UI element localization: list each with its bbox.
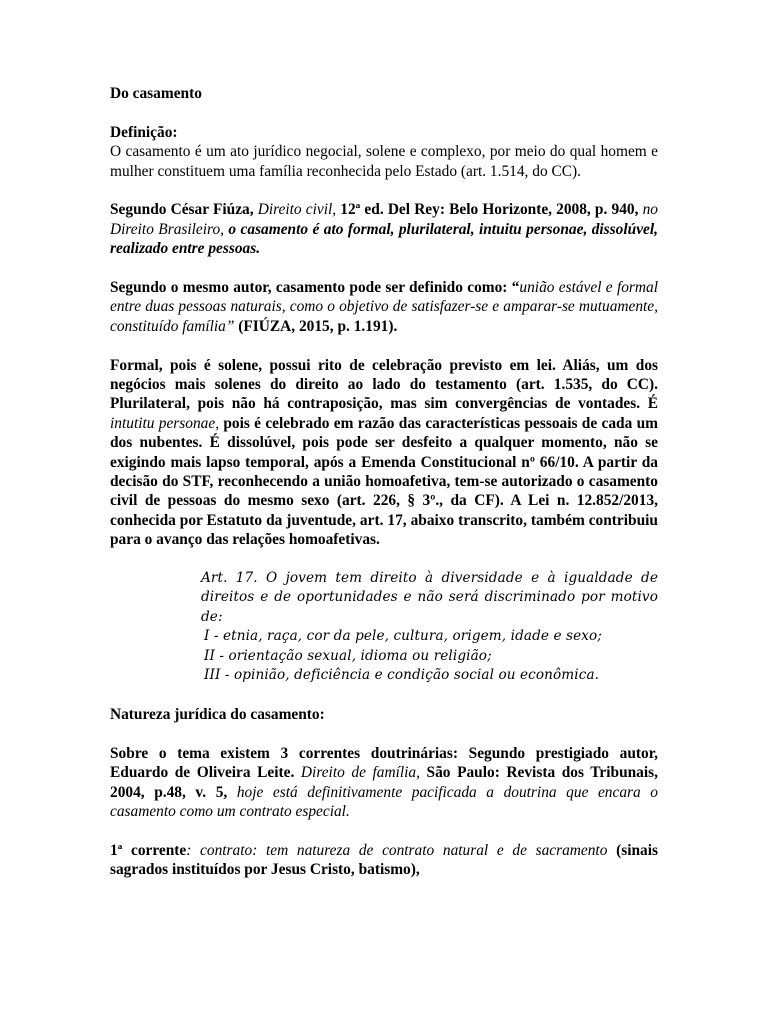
correntes-publisher: São Paulo: Revista dos Tribunais, 2004, p.48, v. 5,	[110, 764, 658, 801]
correntes-book: Direito de família,	[300, 764, 420, 782]
primeira-label: 1ª corrente	[110, 841, 187, 859]
definition-cite: (FIÚZA, 2015, p. 1.191).	[234, 317, 398, 335]
primeira-rest: (sinais sagrados instituídos por Jesus Cristo, batismo),	[110, 841, 658, 879]
fiuza-context: no Direito Brasileiro,	[110, 201, 658, 238]
article-item: III - opinião, deficiência e condição social ou econômica.	[204, 667, 600, 684]
formal-part-1: Formal, pois é solene, possui rito de celebração previsto em lei. Aliás, um dos negócios mais solenes do direito ao lado do testamento (art. 1.535, do CC). Plurilateral, pois não há contraposição, mas sim convergências de vontades. É	[110, 356, 658, 413]
spacer	[110, 724, 658, 743]
formal-part-2: pois é celebrado em razão das características pessoais de cada um dos nubentes. É dissolúvel, pois pode ser desfeito a qualquer momento, não se exigindo mais lapso temporal, após a Emenda Constitucional nº 66/10. A partir da decisão do STF, reconhecendo a união homoafetiva, tem-se autorizado o casamento civil de pessoas do mesmo sexo (art. 226, § 3º., da CF). A Lei n. 12.852/2013, conhecida por Estatuto da juventude, art. 17, abaixo transcrito, também contribuiu para o avanço das relações homoafetivas.	[110, 414, 658, 549]
spacer	[110, 821, 658, 840]
formal-paragraph	[110, 356, 658, 550]
definition-lead: Segundo o mesmo autor, casamento pode ser definido como: “	[110, 279, 520, 297]
primeira-desc: : contrato: tem natureza de contrato natural e de sacramento	[186, 841, 608, 859]
document-heading: Do casamento	[110, 85, 202, 102]
natureza-title: Natureza jurídica do casamento:	[110, 705, 325, 723]
fiuza-edition: 12ª ed. Del Rey: Belo Horizonte, 2008, p. 940,	[336, 201, 643, 219]
definicao-title: Definição:	[110, 123, 178, 141]
article-caput: Art. 17. O jovem tem direito à diversidade e à igualdade de direitos e de oportunidades e não será discriminado por motivo de:	[201, 570, 658, 625]
spacer	[110, 259, 658, 278]
spacer	[110, 181, 658, 200]
definition-quote-paragraph	[110, 278, 658, 336]
correntes-paragraph	[110, 744, 658, 822]
spacer	[110, 550, 658, 569]
spacer	[110, 686, 658, 705]
article-item: II - orientação sexual, idioma ou religião;	[204, 647, 492, 664]
correntes-conclusion: hoje está definitivamente pacificada a doutrina que encara o casamento como um contrato especial.	[110, 783, 658, 820]
primeira-corrente-paragraph	[110, 841, 658, 880]
fiuza-lead: Segundo César Fiúza,	[110, 201, 258, 219]
article-item: I - etnia, raça, cor da pele, cultura, origem, idade e sexo;	[204, 628, 602, 645]
fiuza-emphasis: o casamento é ato formal, plurilateral, intuitu personae, dissolúvel, realizado entre pessoas.	[110, 220, 658, 258]
definition-quote: união estável e formal entre duas pessoas naturais, como o objetivo de satisfazer-se e amparar-se mutuamente, constituído família”	[110, 279, 658, 335]
formal-term: intutitu personae,	[110, 414, 220, 432]
document-page	[110, 84, 658, 880]
spacer	[110, 103, 658, 122]
spacer	[110, 336, 658, 355]
correntes-author: Segundo prestigiado autor, Eduardo de Oliveira Leite.	[110, 744, 658, 782]
fiuza-book-title: Direito civil,	[257, 201, 337, 219]
fiuza-paragraph	[110, 200, 658, 258]
definicao-paragraph: O casamento é um ato jurídico negocial, solene e complexo, por meio do qual homem e mulher constituem uma família reconhecida pelo Estado (art. 1.514, do CC).	[110, 143, 658, 180]
correntes-lead: Sobre o tema existem 3 correntes doutrinárias:	[110, 744, 458, 762]
article-quote-block	[201, 569, 658, 685]
